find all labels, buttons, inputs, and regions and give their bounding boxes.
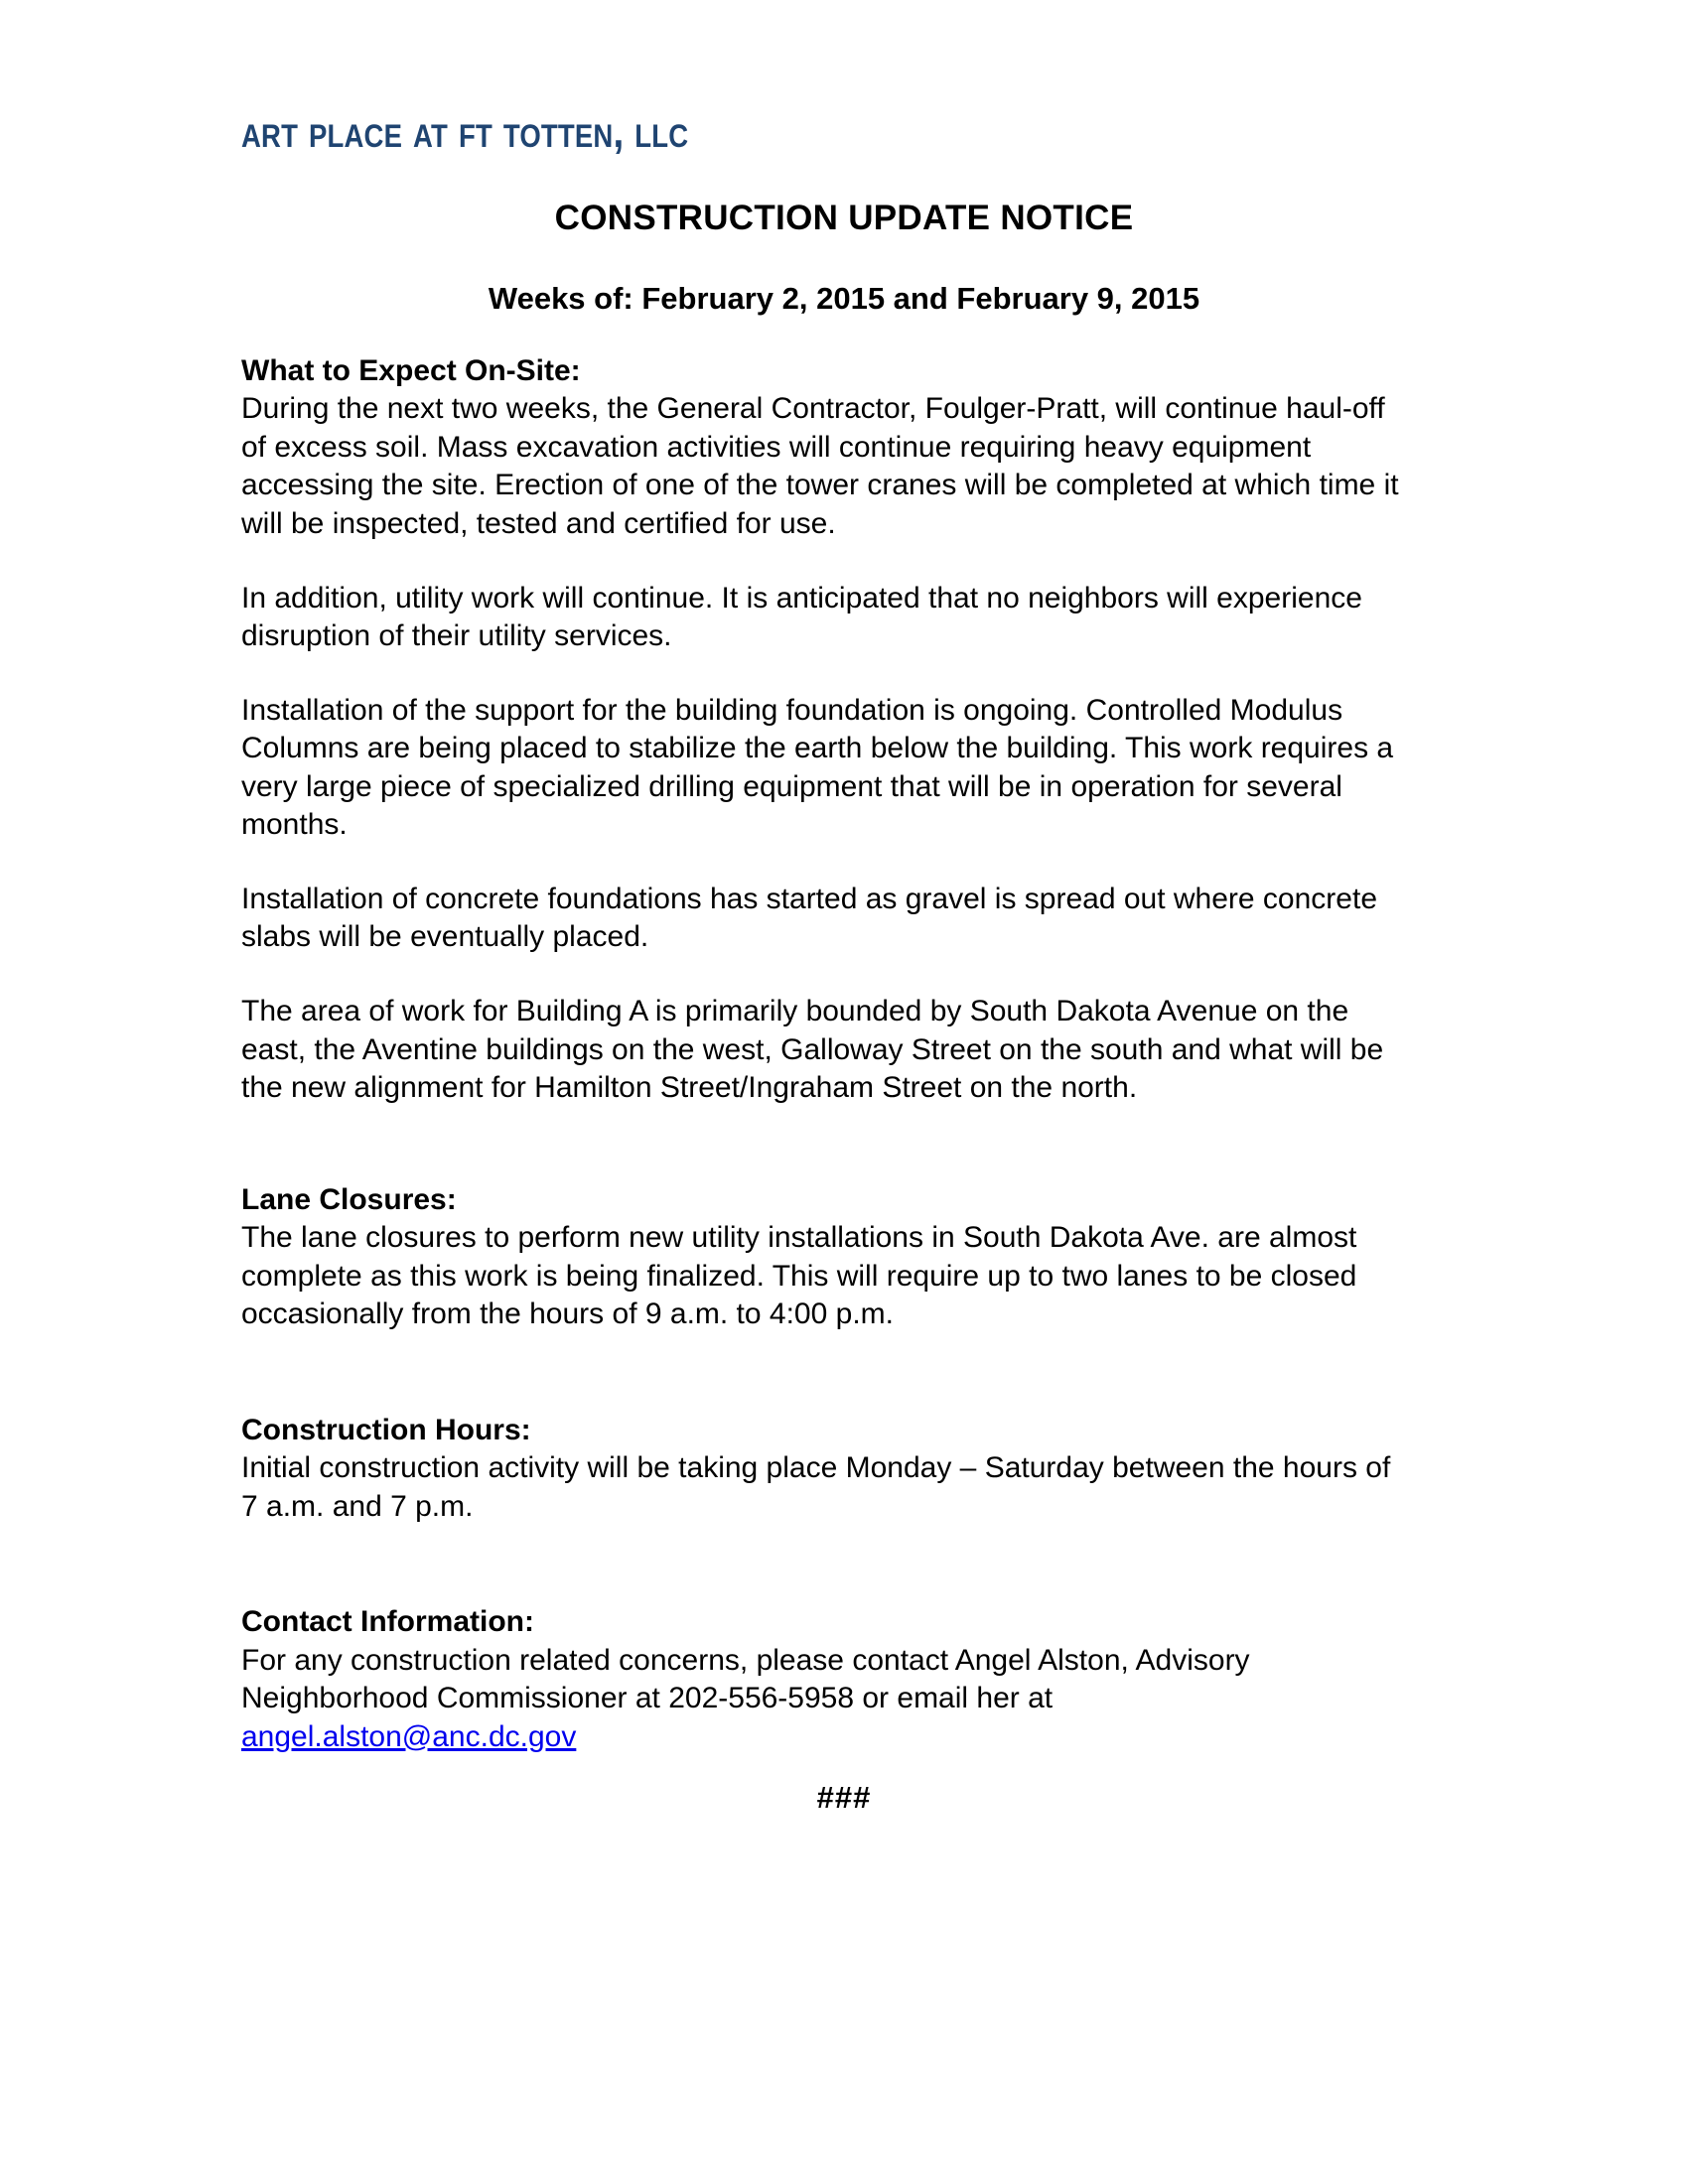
paragraph-lane-closures: The lane closures to perform new utility installations in South Dakota Ave. are almost complete as this work is being finalized. This will require up to two lanes to be closed occasionally from the hours of 9 a.m. to 4:00 p.m. <box>241 1220 1357 1331</box>
paragraph-contact-details: For any construction related concerns, please contact Angel Alston, Advisory Neighborhood Commissioner at 202-556-5958 or email her at <box>241 1643 1250 1715</box>
page-title: CONSTRUCTION UPDATE NOTICE <box>554 199 1134 237</box>
spacer <box>241 957 1403 993</box>
section-heading-contact-information: Contact Information: <box>241 1605 534 1639</box>
paragraph-utility-work: In addition, utility work will continue. It is anticipated that no neighbors will experience disruption of their utility services. <box>241 581 1362 653</box>
section-heading-lane-closures: Lane Closures: <box>241 1182 457 1216</box>
paragraph-foundation-support: Installation of the support for the building foundation is ongoing. Controlled Modulus Columns are being placed to stabilize the earth below the building. This work requires a very large piece of specialized drilling equipment that will be in operation for several months. <box>241 693 1394 842</box>
email-link[interactable]: angel.alston@anc.dc.gov <box>241 1719 577 1753</box>
paragraph-concrete-foundations: Installation of concrete foundations has started as gravel is spread out where concrete slabs will be eventually placed. <box>241 882 1377 954</box>
section-heading-construction-hours: Construction Hours: <box>241 1413 531 1446</box>
letterhead <box>241 106 1433 157</box>
spacer <box>241 1334 1403 1412</box>
paragraph-building-a-boundaries: The area of work for Building A is primarily bounded by South Dakota Avenue on the east, the Aventine buildings on the west, Galloway Street on the south and what will be the new alignment for Hamilton Street/Ingraham Street on the north. <box>241 994 1384 1105</box>
end-of-notice-mark: ### <box>816 1780 872 1815</box>
spacer <box>241 1526 1403 1603</box>
spacer <box>241 656 1403 692</box>
paragraph-construction-hours: Initial construction activity will be taking place Monday – Saturday between the hours of 7 a.m. and 7 p.m. <box>241 1451 1391 1523</box>
spacer <box>241 544 1403 580</box>
spacer <box>241 1108 1403 1181</box>
paragraph-haul-off: During the next two weeks, the General Contractor, Foulger-Pratt, will continue haul-off of excess soil. Mass excavation activities will continue requiring heavy equipment accessing the site. Erection of one of the tower cranes will be completed at which time it will be inspected, tested and certified for use. <box>241 392 1399 541</box>
contact-email-line <box>241 1718 1403 1757</box>
date-range-subtitle: Weeks of: February 2, 2015 and February 9, 2015 <box>488 281 1200 316</box>
company-name: art place at ft totten, llc <box>241 106 689 157</box>
document-body <box>241 352 1403 1756</box>
section-heading-what-to-expect: What to Expect On-Site: <box>241 354 581 387</box>
spacer <box>241 845 1403 881</box>
